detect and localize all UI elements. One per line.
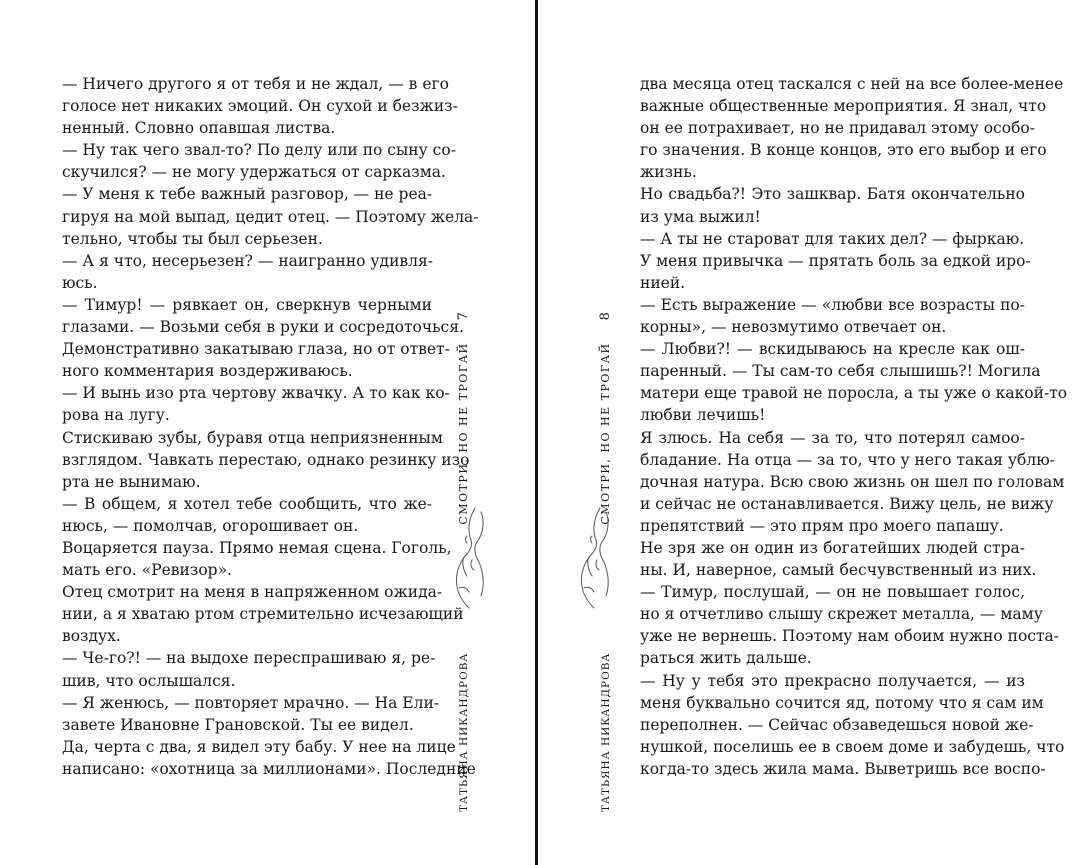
text-line: нии, а я хватаю ртом стремительно исчезающий	[62, 605, 464, 624]
text-line: два месяца отец таскался с ней на все более-менее	[640, 75, 1064, 93]
text-line: и сейчас не останавливается. Вижу цель, не вижу	[640, 494, 1054, 513]
text-line: го значения. В конце концов, это его выбор и его	[640, 141, 1047, 160]
text-line: Я злюсь. На себя — за то, что потерял самоо-	[640, 428, 1025, 447]
text-line: меня буквально сочится яд, потому что я сам им	[640, 693, 1044, 712]
text-line: Стискиваю зубы, буравя отца неприязненным	[62, 428, 443, 447]
text-line: Не зря же он один из богатейших людей стра-	[640, 538, 1025, 557]
left-page	[0, 0, 535, 865]
text-line: — Есть выражение — «любви все возрасты по-	[640, 295, 1025, 314]
text-line: — А ты не староват для таких дел? — фыркаю.	[640, 229, 1025, 248]
text-line: — Ну так чего звал-то? По делу или по сыну со-	[62, 141, 456, 160]
text-line: он ее потрахивает, но не придавал этому особо-	[640, 119, 1035, 138]
text-line: взглядом. Чавкать перестаю, однако резинку изо	[62, 450, 470, 469]
text-line: тельно, чтобы ты был серьезен.	[62, 229, 323, 248]
text-line: — Тимур! — рявкает он, сверкнув черными	[62, 295, 432, 314]
text-line: — Любви?! — вскидываюсь на кресле как ош-	[640, 340, 1025, 359]
left-running-title: СМОТРИ, НО НЕ ТРОГАЙ	[457, 342, 470, 525]
text-line: жизнь.	[640, 163, 697, 182]
text-line: рова на лугу.	[62, 406, 170, 425]
text-line: юсь.	[62, 273, 98, 292]
right-page-number: 8	[598, 312, 613, 321]
text-line: написано: «охотница за миллионами». Последние	[62, 759, 476, 778]
text-line: — Ну у тебя это прекрасно получается, — из	[640, 671, 1025, 690]
text-line: бладание. На отца — за то, что у него такая ублю-	[640, 450, 1055, 469]
left-page-number: 7	[456, 312, 471, 321]
text-line: препятствий — это прям про моего папашу.	[640, 516, 1004, 535]
text-line: У меня привычка — прятать боль за едкой иро-	[640, 251, 1031, 270]
line-drawing-illustration	[445, 500, 493, 610]
text-line: — Ничего другого я от тебя и не ждал, — в его	[62, 75, 449, 93]
text-line: раться жить дальше.	[640, 649, 812, 668]
right-page	[538, 0, 1078, 865]
text-line: когда-то здесь жила мама. Выветришь все воспо-	[640, 759, 1046, 778]
text-line: нией.	[640, 273, 686, 292]
text-line: — Я женюсь, — повторяет мрачно. — На Ели-	[62, 693, 440, 712]
text-line: гируя на мой выпад, цедит отец. — Поэтому жела-	[62, 207, 479, 226]
text-line: уже не вернешь. Поэтому нам обоим нужно поста-	[640, 627, 1060, 646]
text-line: нушкой, поселишь ее в своем доме и забудешь, что	[640, 737, 1065, 756]
text-line: Да, черта с два, я видел эту бабу. У нее на лице	[62, 737, 456, 756]
right-running-title: СМОТРИ, НО НЕ ТРОГАЙ	[599, 342, 612, 525]
text-line: рта не вынимаю.	[62, 472, 201, 491]
text-line: но я отчетливо слышу скрежет металла, — маму	[640, 605, 1043, 624]
text-line: глазами. — Возьми себя в руки и сосредоточься.	[62, 318, 464, 337]
text-line: воздух.	[62, 627, 121, 646]
text-line: Отец смотрит на меня в напряженном ожида-	[62, 583, 443, 602]
text-line: — Тимур, послушай, — он не повышает голос,	[640, 583, 1025, 602]
text-line: ненный. Словно опавшая листва.	[62, 119, 336, 138]
text-line: — И вынь изо рта чертову жвачку. А то как ко-	[62, 384, 450, 403]
text-line: переполнен. — Сейчас обзаведешься новой же-	[640, 715, 1034, 734]
text-line: голосе нет никаких эмоций. Он сухой и безжиз-	[62, 97, 458, 116]
text-line: корны», — невозмутимо отвечает он.	[640, 318, 947, 337]
text-line: завете Ивановне Грановской. Ты ее видел.	[62, 715, 414, 734]
text-line: дочная натура. Всю свою жизнь он шел по головам	[640, 472, 1065, 491]
text-line: Воцаряется пауза. Прямо немая сцена. Гоголь,	[62, 538, 452, 557]
text-line: паренный. — Ты сам-то себя слышишь?! Могила	[640, 362, 1041, 381]
text-line: любви лечишь!	[640, 406, 766, 425]
text-line: ного комментария воздерживаюсь.	[62, 362, 353, 381]
text-line: скучился? — не могу удержаться от сарказма.	[62, 163, 446, 182]
text-line: важные общественные мероприятия. Я знал, что	[640, 97, 1047, 116]
text-line: — А я что, несерьезен? — наигранно удивля-	[62, 251, 434, 270]
text-line: мать его. «Ревизор».	[62, 561, 232, 580]
text-line: нюсь, — помолчав, огорошивает он.	[62, 516, 359, 535]
left-running-author: ТАТЬЯНА НИКАНДРОВА	[458, 652, 470, 812]
text-line: матери еще травой не поросла, а ты уже о какой-то	[640, 384, 1068, 403]
line-drawing-illustration	[570, 500, 618, 610]
right-page-text	[640, 73, 1068, 780]
text-line: Демонстративно закатываю глаза, но от ответ-	[62, 340, 450, 359]
text-line: из ума выжил!	[640, 207, 761, 226]
right-running-author: ТАТЬЯНА НИКАНДРОВА	[600, 652, 612, 812]
text-line: — В общем, я хотел тебе сообщить, что же-	[62, 494, 432, 513]
text-line: шив, что ослышался.	[62, 671, 236, 690]
text-line: — Че-го?! — на выдохе переспрашиваю я, ре-	[62, 649, 436, 668]
text-line: — У меня к тебе важный разговор, — не реа-	[62, 185, 433, 204]
text-line: ны. И, наверное, самый бесчувственный из них.	[640, 561, 1037, 580]
text-line: Но свадьба?! Это зашквар. Батя окончательно	[640, 185, 1025, 204]
